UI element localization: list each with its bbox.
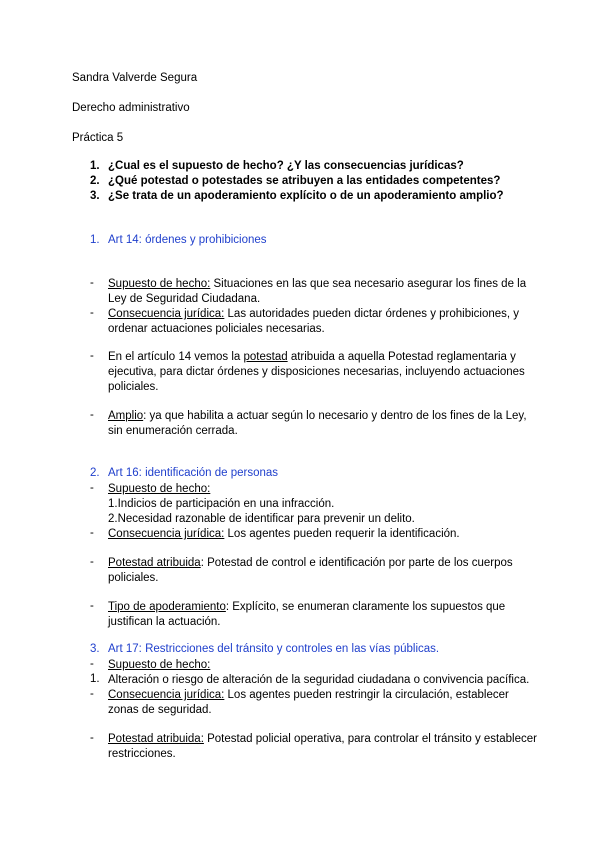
supuesto-label: Supuesto de hecho: [108, 278, 211, 290]
supuesto-line: Ley de Seguridad Ciudadana. [108, 293, 261, 305]
question-number: 3. [90, 190, 100, 202]
potestad-line: Potestad atribuida: Potestad policial operativa, para controlar el tránsito y establecer [108, 733, 537, 745]
potestad-label: Potestad atribuida [108, 557, 201, 569]
supuesto-item: 2.Necesidad razonable de identificar para prevenir un delito. [108, 513, 415, 525]
section-title: Art 17: Restricciones del tránsito y controles en las vías públicas. [108, 643, 440, 655]
list-number: 1. [90, 673, 100, 685]
consecuencia-line: Consecuencia jurídica: Los agentes pueden requerir la identificación. [108, 528, 460, 540]
question-text: ¿Qué potestad o potestades se atribuyen a las entidades competentes? [108, 175, 501, 187]
tipo-line: Tipo de apoderamiento: Explícito, se enumeran claramente los supuestos que [108, 601, 506, 613]
tipo-line: justifican la actuación. [108, 616, 221, 628]
supuesto-item: Alteración o riesgo de alteración de la seguridad ciudadana o convivencia pacífica. [108, 674, 530, 686]
amplio-label: Amplio [108, 410, 144, 422]
question-text: ¿Se trata de un apoderamiento explícito o de un apoderamiento amplio? [108, 190, 504, 202]
bullet-dash: - [90, 600, 94, 612]
potestad-label: potestad [243, 351, 288, 363]
question-number: 2. [90, 175, 100, 187]
bullet-dash: - [90, 409, 94, 421]
bullet-dash: - [90, 277, 94, 289]
bullet-dash: - [90, 556, 94, 568]
potestad-line: restricciones. [108, 748, 176, 760]
bullet-dash: - [90, 307, 94, 319]
potestad-label: Potestad atribuida: [108, 733, 204, 745]
potestad-line: ejecutiva, para dictar órdenes y disposiciones necesarias, incluyendo actuaciones [108, 366, 525, 378]
supuesto-item: 1.Indicios de participación en una infracción. [108, 498, 335, 510]
subject-name: Derecho administrativo [72, 102, 190, 114]
question-text: ¿Cual es el supuesto de hecho? ¿Y las consecuencias jurídicas? [108, 160, 464, 172]
section-title: Art 16: identificación de personas [108, 467, 279, 479]
bullet-dash: - [90, 732, 94, 744]
supuesto-label: Supuesto de hecho: [108, 659, 211, 671]
tipo-label: Tipo de apoderamiento [108, 601, 226, 613]
practice-title: Práctica 5 [72, 132, 124, 144]
consecuencia-line: Consecuencia jurídica: Las autoridades pueden dictar órdenes y prohibiciones, y [108, 308, 520, 320]
section-number: 3. [90, 643, 100, 655]
bullet-dash: - [90, 527, 94, 539]
potestad-line: policiales. [108, 381, 159, 393]
section-number: 2. [90, 467, 100, 479]
consecuencia-label: Consecuencia jurídica: [108, 689, 225, 701]
section-number: 1. [90, 234, 100, 246]
bullet-dash: - [90, 688, 94, 700]
potestad-line: policiales. [108, 572, 159, 584]
consecuencia-line: ordenar actuaciones policiales necesarias. [108, 323, 325, 335]
potestad-line: En el artículo 14 vemos la potestad atribuida a aquella Potestad reglamentaria y [108, 351, 516, 363]
amplio-line: Amplio: ya que habilita a actuar según lo necesario y dentro de los fines de la Ley, [108, 410, 527, 422]
author-name: Sandra Valverde Segura [72, 72, 198, 84]
potestad-line: Potestad atribuida: Potestad de control e identificación por parte de los cuerpos [108, 557, 513, 569]
consecuencia-label: Consecuencia jurídica: [108, 308, 225, 320]
supuesto-line: Supuesto de hecho: Situaciones en las que sea necesario asegurar los fines de la [108, 278, 527, 290]
consecuencia-label: Consecuencia jurídica: [108, 528, 225, 540]
section-title: Art 14: órdenes y prohibiciones [108, 234, 267, 246]
bullet-dash: - [90, 658, 94, 670]
amplio-line: sin enumeración cerrada. [108, 425, 238, 437]
consecuencia-line: zonas de seguridad. [108, 704, 212, 716]
supuesto-label: Supuesto de hecho: [108, 483, 211, 495]
question-number: 1. [90, 160, 100, 172]
bullet-dash: - [90, 482, 94, 494]
consecuencia-line: Consecuencia jurídica: Los agentes pueden restringir la circulación, establecer [108, 689, 509, 701]
bullet-dash: - [90, 350, 94, 362]
